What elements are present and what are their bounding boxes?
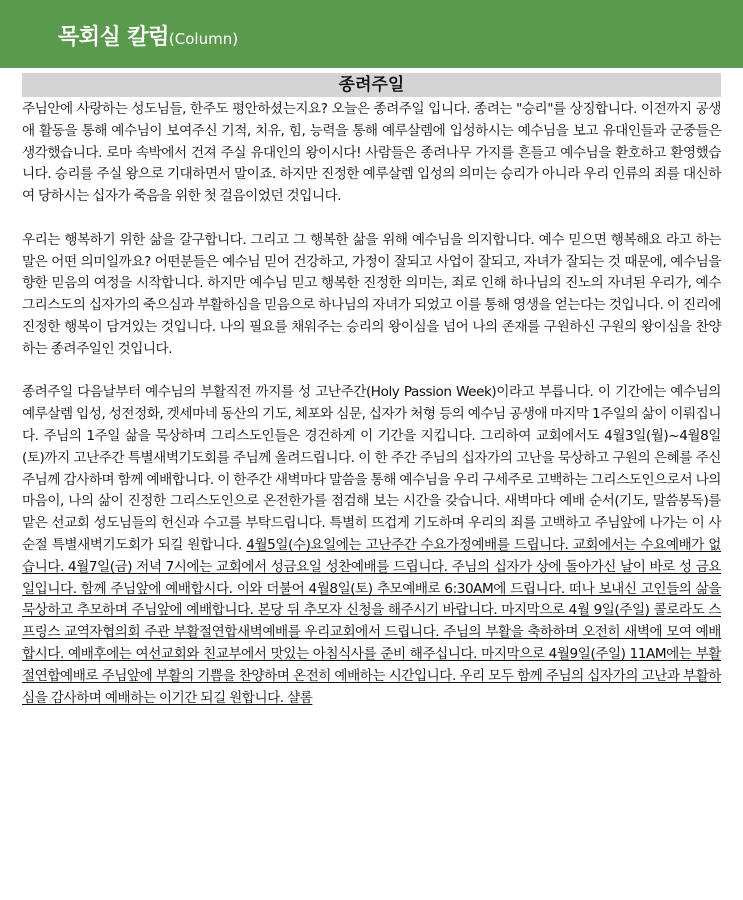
- header-subtitle: (Column): [168, 30, 239, 48]
- article-paragraph-3: [22, 382, 721, 709]
- header-title: [58, 20, 238, 51]
- article-paragraph-2: 우리는 행복하기 위한 삶을 갈구합니다. 그리고 그 행복한 삶을 위해 예수님을 의지합니다. 예수 믿으면 행복해요 라고 하는 말은 어떤 의미일까요? 어떤분들은 예수님 믿어 건강하고, 가정이 잘되고 사업이 잘되고, 자녀가 잘되는 것 때문에, 예수님을 향한 믿음의 여정을 시작합니다. 하지만 예수님 믿고 행복한 진정한 의미는, 죄로 인해 하나님의 진노의 자녀된 우리가, 예수 그리스도의 십자가의 죽으심과 부활하심을 믿음으로 하나님의 자녀가 되었고 이를 통해 영생을 얻는다는 것입니다. 이 진리에 진정한 행복이 담겨있는 것입니다. 나의 필요를 채워주는 승리의 왕이심을 넘어 나의 존재를 구원하신 구원의 왕이심을 찬양하는 종려주일인 것입니다.: [22, 231, 721, 357]
- article-body: [22, 99, 721, 709]
- article-paragraph-1: 주님안에 사랑하는 성도님들, 한주도 평안하셨는지요? 오늘은 종려주일 입니다. 종려는 "승리"를 상징합니다. 이전까지 공생애 활동을 통해 예수님이 보여주신 기적, 치유, 힘, 능력을 통해 예루살렘에 입성하시는 예수님을 보고 유대인들과 군중들은 생각했습니다. 로마 속박에서 건져 주실 유대인의 왕이시다! 사람들은 종려나무 가지를 흔들고 예수님을 환호하고 환영했습니다. 승리를 주실 왕으로 기대하면서 말이죠. 하지만 진정한 예루살렘 입성의 의미는 승리가 아니라 우리 인류의 죄를 대신하여 당하시는 십자가 죽음을 위한 첫 걸음이었던 것입니다.: [22, 101, 721, 205]
- column-header: [0, 0, 743, 68]
- article-title-bar: [22, 73, 721, 97]
- header-title-text: 목회실 칼럼: [58, 25, 169, 50]
- paragraph-3-text: 종려주일 다음날부터 예수님의 부활직전 까지를 성 고난주간(Holy Passion Week)이라고 부릅니다. 이 기간에는 예수님의 예루살렘 입성, 성전정화, 겟세마네 동산의 기도, 체포와 심문, 십자가 처형 등의 예수님 공생애 마지막 1주일의 삶이 이뤄집니다. 주님의 1주일 삶을 묵상하며 그리스도인들은 경건하게 이 기간을 지킵니다. 그리하여 교회에서도 4월3일(월)~4월8일(토)까지 고난주간 특별새벽기도회를 주님께 올려드립니다. 이 한 주간 주님의 십자가의 고난을 묵상하고 구원의 은혜를 주신 주님께 감사하며 함께 예배합니다. 이 한주간 새벽마다 말씀을 통해 예수님을 우리 구세주로 고백하는 그리스도인으로서 나의 마음이, 나의 삶이 진정한 그리스도인으로 온전한가를 점검해 보는 시간을 갖습니다. 새벽마다 예배 순서(기도, 말씀봉독)를 맡은 선교회 성도님들의 헌신과 수고를 부탁드립니다. 특별히 뜨겁게 기도하며 우리의 죄를 고백하고 주님앞에 나가는 이 사순절 특별새벽기도회가 되길 원합니다.: [22, 384, 722, 553]
- article-title: 종려주일: [338, 75, 405, 95]
- paragraph-3-underlined-text: 4월5일(수)요일에는 고난주간 수요가정예배를 드립니다. 교회에서는 수요예배가 없습니다. 4월7일(금) 저녁 7시에는 교회에서 성금요일 성찬예배를 드립니다. 주님의 십자가 상에 돌아가신 날이 바로 성 금요일입니다. 함께 주님앞에 예배합시다. 이와 더불어 4월8일(토) 추모예배로 6:30AM에 드립니다. 떠나 보내신 고인들의 삶을 묵상하고 추모하며 주님앞에 예배합니다. 본당 뒤 추모자 신청을 해주시기 바랍니다. 마지막으로 4월 9일(주일) 콜로라도 스프링스 교역자협의회 주관 부활절연합새벽예배를 우리교회에서 드립니다. 주님의 부활을 축하하며 오전히 새벽에 모여 예배합시다. 예배후에는 여선교회와 친교부에서 맛있는 아침식사를 준비 해주십니다. 마지막으로 4월9일(주일) 11AM에는 부활절연합예배로 주님앞에 부활의 기쁨을 찬양하며 온전히 예배하는 시간입니다. 우리 모두 함께 주님의 십자가의 고난과 부활하심을 감사하며 예배하는 이기간 되길 원합니다. 샬롬: [22, 536, 721, 706]
